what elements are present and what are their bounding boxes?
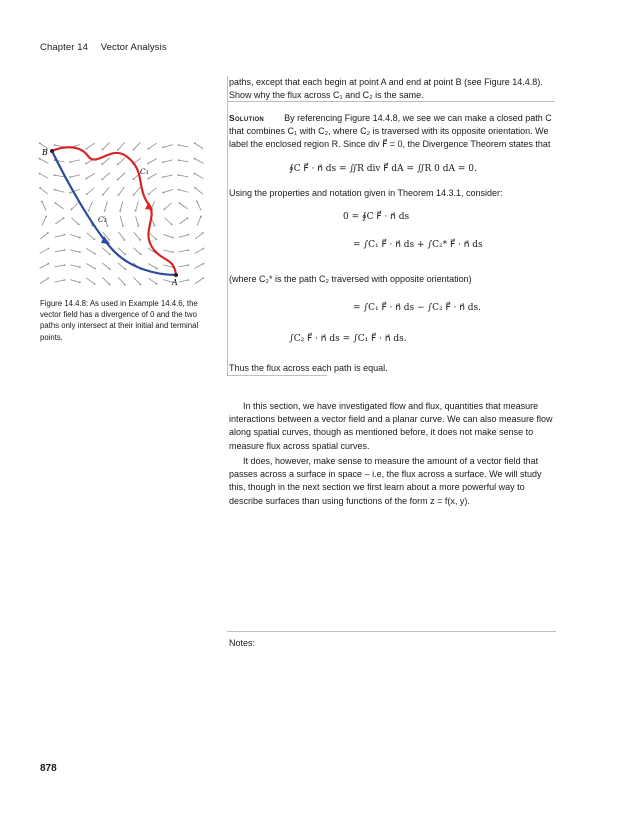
page-number: 878 <box>40 763 57 774</box>
field-arrow <box>179 218 187 224</box>
field-arrow <box>87 233 95 240</box>
section-paragraph-1: In this section, we have investigated flow and flux, quantities that measure interactions between a vector field and a planar curve. We can also measure flow along spatial curves, though as mentioned before, it does not make sense to measure flux across spatial curves. <box>229 401 553 451</box>
field-arrow <box>120 216 123 226</box>
field-arrow-head <box>200 216 202 218</box>
field-arrow <box>70 250 80 252</box>
field-arrow-head <box>178 159 180 161</box>
field-arrow-head <box>179 202 181 204</box>
field-arrow-head <box>86 148 88 150</box>
solution-text: By referencing Figure 14.4.8, we see we can make a closed path C that combines C₁ with C₂, where C₂ is traversed with its opposite orientation. We label the enclosed region R. Since div F⃗ = 0, the Divergence Theorem states that <box>229 113 552 150</box>
field-arrow-head <box>63 234 65 236</box>
field-arrow <box>89 201 93 210</box>
field-arrow-head <box>156 283 158 285</box>
field-arrow <box>55 250 65 252</box>
field-arrow-head <box>79 251 81 253</box>
field-arrow <box>179 265 189 267</box>
field-arrow <box>149 188 157 195</box>
field-arrow <box>179 175 189 177</box>
field-arrow <box>197 216 201 225</box>
field-arrow-head <box>94 268 96 270</box>
field-arrow <box>71 203 78 210</box>
field-arrow <box>55 203 63 209</box>
field-arrow <box>70 265 80 267</box>
field-arrow <box>163 145 173 148</box>
field-arrow-head <box>47 248 49 250</box>
curve-c2 <box>52 151 176 275</box>
field-arrow <box>102 158 110 164</box>
field-arrow <box>164 218 171 225</box>
field-arrow-head <box>118 194 120 196</box>
field-arrow-head <box>109 253 111 255</box>
field-arrow-head <box>45 216 47 218</box>
field-arrow-head <box>172 237 174 239</box>
equation-line-3: = ∫C₁ F⃗ · n⃗ ds − ∫C₂ F⃗ · n⃗ ds. <box>353 303 482 313</box>
field-arrow-head <box>64 264 66 266</box>
field-arrow-head <box>162 192 164 194</box>
field-arrow-head <box>108 239 110 241</box>
field-arrow <box>133 277 140 284</box>
figure-caption: Figure 14.4.8: As used in Example 14.4.6, the vector field has a divergence of 0 and the two paths only intersect at their initial and terminal points. <box>40 299 199 342</box>
field-arrow-head <box>187 217 189 219</box>
field-arrow-head <box>188 264 190 266</box>
field-arrow <box>163 250 173 252</box>
notes-label: Notes: <box>229 638 256 648</box>
field-arrow <box>55 175 65 177</box>
chapter-title: Vector Analysis <box>100 42 167 53</box>
field-arrow <box>70 280 80 283</box>
field-arrow <box>195 159 204 164</box>
field-arrow <box>86 278 94 284</box>
field-arrow-head <box>194 142 196 144</box>
field-arrow <box>163 160 173 162</box>
field-arrow <box>119 232 125 240</box>
field-arrow-head <box>101 163 103 165</box>
field-arrow-head <box>109 284 111 286</box>
field-arrow-head <box>104 210 106 212</box>
field-arrow-head <box>163 208 165 210</box>
field-arrow-head <box>54 144 56 146</box>
field-arrow <box>163 265 173 267</box>
field-arrow <box>197 201 201 210</box>
field-arrow-head <box>162 176 164 178</box>
field-arrow-head <box>69 192 71 194</box>
field-arrow-head <box>117 149 119 151</box>
field-arrow-head <box>63 279 65 281</box>
field-arrow <box>134 187 140 195</box>
field-arrow <box>179 190 189 192</box>
field-arrow <box>105 201 108 211</box>
field-arrow-head <box>55 202 57 204</box>
field-arrow <box>86 173 95 178</box>
field-arrow <box>103 187 109 195</box>
field-arrow-head <box>79 237 81 239</box>
field-arrow <box>102 263 110 269</box>
field-arrow <box>118 158 125 165</box>
field-arrow-head <box>102 194 104 196</box>
field-arrow-head <box>39 187 41 189</box>
field-arrow-head <box>54 174 56 176</box>
field-arrow <box>163 175 173 177</box>
field-arrow-head <box>194 173 196 175</box>
field-arrow-head <box>156 268 158 270</box>
orientation-note: (where C₂* is the path C₂ traversed with opposite orientation) <box>229 274 472 284</box>
field-arrow-head <box>122 225 124 227</box>
field-arrow <box>71 218 78 225</box>
field-arrow <box>40 174 49 179</box>
field-arrow-head <box>39 173 41 175</box>
field-arrow-head <box>119 210 121 212</box>
field-arrow <box>148 158 157 163</box>
field-arrow <box>179 203 187 209</box>
field-arrow-head <box>172 251 174 253</box>
field-arrow <box>42 216 46 225</box>
field-arrow-head <box>155 238 157 240</box>
field-arrow <box>148 173 157 178</box>
field-arrow <box>40 233 48 239</box>
field-arrow <box>40 188 48 194</box>
field-arrow <box>55 280 65 282</box>
field-arrow <box>40 264 49 269</box>
field-arrow-head <box>86 193 88 195</box>
field-arrow <box>86 263 95 268</box>
field-arrow <box>148 143 156 149</box>
field-arrow-head <box>101 178 103 180</box>
field-arrow-head <box>41 201 43 203</box>
properties-text: Using the properties and notation given in Theorem 14.3.1, consider: <box>229 188 503 198</box>
field-arrow-head <box>47 232 49 234</box>
field-arrow <box>55 218 63 224</box>
field-arrow <box>133 142 140 149</box>
vector-field-arrows <box>39 142 205 285</box>
field-arrow-head <box>48 263 50 265</box>
chapter-label: Chapter 14 <box>40 42 89 53</box>
field-arrow-head <box>178 174 180 176</box>
field-arrow <box>55 235 65 237</box>
field-arrow <box>195 278 203 283</box>
field-arrow <box>179 160 189 162</box>
field-arrow-head <box>133 194 135 196</box>
field-arrow-head <box>85 178 87 180</box>
field-arrow <box>195 249 204 254</box>
field-arrow-head <box>148 148 150 150</box>
field-arrow <box>164 203 171 210</box>
field-arrow-head <box>147 178 149 180</box>
example-intro: paths, except that each begin at point A and end at point B (see Figure 14.4.8). Show why the flux across C₁ and C₂ is the same. <box>229 77 543 101</box>
field-arrow <box>163 189 172 192</box>
section-paragraph-2: It does, however, make sense to measure the amount of a vector field that passes across a surface in space – i.e, the flux across a surface. We will study this, though in the next section we first learn about a more powerful way to describe surfaces than using functions of the form z = f(x, y). <box>229 456 542 506</box>
field-arrow-head <box>54 189 56 191</box>
field-arrow <box>102 277 109 284</box>
field-arrow <box>70 234 79 237</box>
field-arrow-head <box>162 146 164 148</box>
point-a-marker <box>174 273 178 277</box>
field-arrow <box>195 143 203 148</box>
field-arrow-head <box>39 142 41 144</box>
curve-c1 <box>52 147 176 275</box>
field-arrow-head <box>140 253 142 255</box>
label-c2: C₂ <box>98 215 107 224</box>
field-arrow-head <box>139 239 141 241</box>
field-arrow-head <box>63 217 65 219</box>
field-arrow <box>40 159 49 164</box>
field-arrow-head <box>202 248 204 250</box>
field-arrow <box>148 278 156 284</box>
field-arrow <box>118 277 125 284</box>
field-arrow-head <box>202 232 204 234</box>
equation-line-2: = ∫C₁ F⃗ · n⃗ ds + ∫C₂* F⃗ · n⃗ ds <box>353 240 483 250</box>
field-arrow <box>55 190 65 192</box>
field-arrow <box>102 142 109 149</box>
running-header <box>40 42 167 53</box>
field-arrow-head <box>102 149 104 151</box>
field-arrow <box>163 234 172 237</box>
field-arrow-head <box>140 284 142 286</box>
field-arrow <box>148 263 157 268</box>
field-arrow-head <box>78 223 80 225</box>
field-arrow <box>195 174 204 179</box>
field-arrow <box>87 188 95 195</box>
field-arrow <box>118 263 125 270</box>
field-arrow-head <box>124 239 126 241</box>
conclusion-text: Thus the flux across each path is equal. <box>229 363 388 373</box>
c1-direction-arrow <box>145 202 153 210</box>
field-arrow <box>136 216 139 226</box>
equation-line-4: ∫C₂ F⃗ · n⃗ ds = ∫C₁ F⃗ · n⃗ ds. <box>289 334 407 344</box>
field-arrow <box>119 187 125 195</box>
field-arrow-head <box>148 193 150 195</box>
field-arrow <box>134 232 140 240</box>
label-c1: C₁ <box>140 167 149 176</box>
field-arrow-head <box>109 268 111 270</box>
field-arrow-head <box>64 249 66 251</box>
field-arrow-head <box>47 277 49 279</box>
field-arrow-head <box>196 201 198 203</box>
field-arrow-head <box>203 263 205 265</box>
example-left-rule <box>227 76 228 376</box>
vector-field-figure <box>36 140 206 290</box>
field-arrow <box>86 248 95 253</box>
field-arrow <box>179 250 189 252</box>
field-arrow-head <box>70 208 72 210</box>
field-arrow <box>195 188 203 194</box>
field-arrow <box>70 160 80 162</box>
field-arrow-head <box>154 225 156 227</box>
field-arrow-head <box>79 266 81 268</box>
field-arrow-head <box>93 238 95 240</box>
field-arrow <box>118 142 125 149</box>
field-arrow-head <box>124 268 126 270</box>
field-arrow-head <box>69 161 71 163</box>
field-arrow-head <box>85 163 87 165</box>
field-arrow-head <box>107 225 109 227</box>
field-arrow-head <box>124 284 126 286</box>
field-arrow-head <box>79 281 81 283</box>
field-arrow-head <box>162 161 164 163</box>
field-arrow <box>133 248 141 255</box>
equation-divergence: ∮C F⃗ · n⃗ ds = ∬R div F⃗ dA = ∬R 0 dA = 0. <box>289 164 477 174</box>
solution-label: Solution <box>229 113 265 123</box>
field-arrow-head <box>178 144 180 146</box>
field-arrow <box>179 235 189 237</box>
field-arrow <box>86 143 94 149</box>
field-arrow <box>102 248 110 255</box>
solution-paragraph <box>229 112 559 152</box>
field-arrow-head <box>69 176 71 178</box>
field-arrow-head <box>188 249 190 251</box>
field-arrow-head <box>94 283 96 285</box>
field-arrow-head <box>117 179 119 181</box>
field-arrow-head <box>171 223 173 225</box>
field-arrow <box>120 201 123 211</box>
field-arrow <box>195 264 204 269</box>
field-arrow-head <box>178 189 180 191</box>
field-arrow <box>40 278 48 283</box>
field-arrow <box>149 233 157 240</box>
equation-line-1: 0 = ∮C F⃗ · n⃗ ds <box>343 212 410 222</box>
field-arrow-head <box>147 163 149 165</box>
label-a: A <box>172 278 178 287</box>
field-arrow-head <box>194 187 196 189</box>
field-arrow-head <box>88 210 90 212</box>
field-arrow-head <box>132 178 134 180</box>
field-arrow <box>179 280 189 282</box>
field-arrow-head <box>187 234 189 236</box>
field-arrow <box>118 173 125 180</box>
point-b-marker <box>50 149 54 153</box>
field-arrow-head <box>187 279 189 281</box>
field-arrow <box>179 145 189 147</box>
field-arrow-head <box>94 253 96 255</box>
field-arrow-head <box>135 210 137 212</box>
field-arrow <box>55 265 65 267</box>
field-arrow-head <box>39 158 41 160</box>
field-arrow-head <box>138 225 140 227</box>
field-arrow <box>40 249 49 254</box>
field-arrow <box>70 175 80 177</box>
field-arrow <box>42 201 46 210</box>
field-arrow-head <box>124 254 126 256</box>
label-b: B <box>42 148 48 157</box>
field-arrow-head <box>117 163 119 165</box>
field-arrow-head <box>194 158 196 160</box>
field-arrow-head <box>133 149 135 151</box>
field-arrow <box>102 173 110 180</box>
field-arrow-head <box>202 277 204 279</box>
field-arrow <box>195 233 203 239</box>
notes-rule <box>227 631 556 632</box>
field-arrow <box>118 248 125 255</box>
field-arrow <box>136 201 139 211</box>
